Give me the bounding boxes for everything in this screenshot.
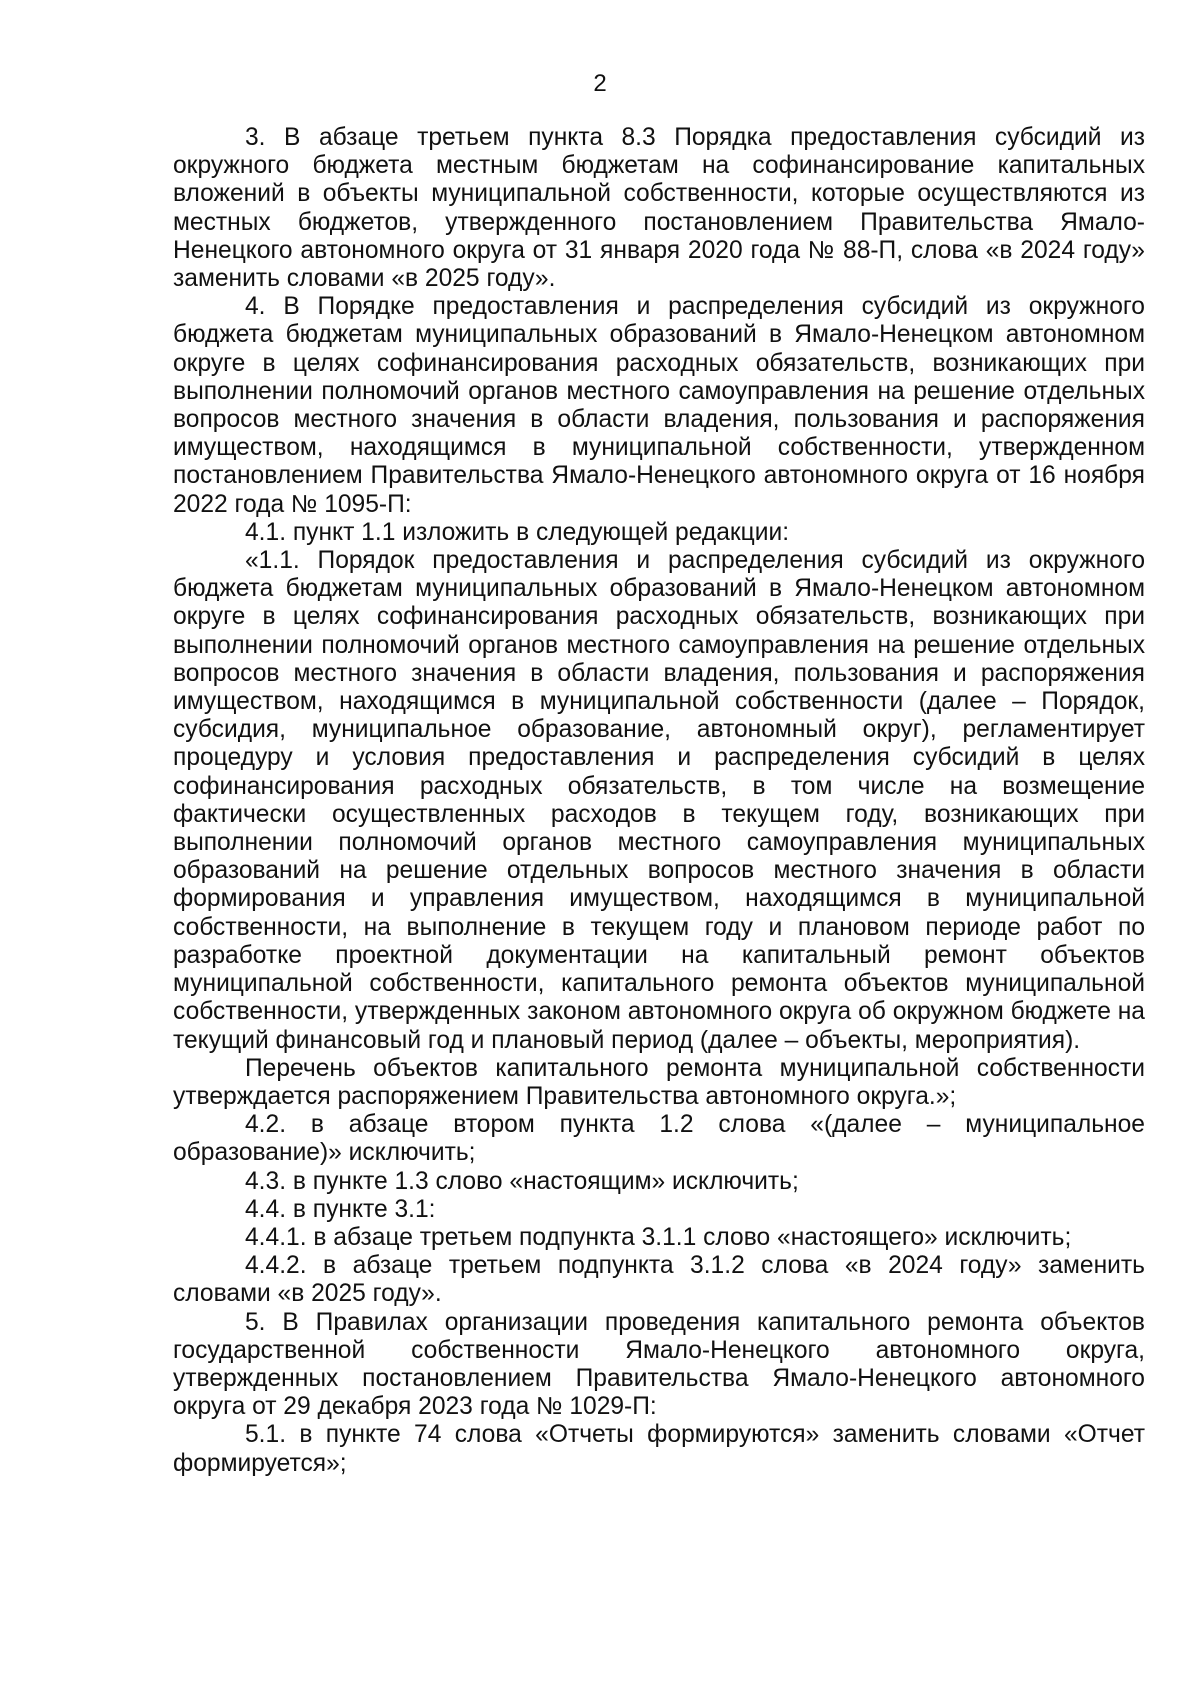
paragraph-4: 4. В Порядке предоставления и распределения субсидий из окружного бюджета бюджетам муниципальных образований в Ямало-Ненецком автономном округе в целях софинансирования расходных обязательств, возникающих при выполнении полномочий органов местного самоуправления на решение отдельных вопросов местного значения в области владения, пользования и распоряжения имуществом, находящимся в муниципальной собственности, утвержденном постановлением Правительства Ямало-Ненецкого автономного округа от 16 ноября 2022 года № 1095-П: [173, 293, 1145, 518]
paragraph-4-1: 4.1. пункт 1.1 изложить в следующей редакции: [245, 518, 790, 546]
paragraph-4-4-2: 4.4.2. в абзаце третьем подпункта 3.1.2 слова «в 2024 году» заменить словами «в 2025 году». [173, 1252, 1145, 1308]
paragraph-5: 5. В Правилах организации проведения капитального ремонта объектов государственной собственности Ямало-Ненецкого автономного округа, утвержденных постановлением Правительства Ямало-Ненецкого автономного округа от 29 декабря 2023 года № 1029-П: [173, 1308, 1145, 1421]
paragraph-1-1-quote: «1.1. Порядок предоставления и распределения субсидий из окружного бюджета бюджетам муниципальных образований в Ямало-Ненецком автономном округе в целях софинансирования расходных обязательств, возникающих при выполнении полномочий органов местного самоуправления на решение отдельных вопросов местного значения в области владения, пользования и распоряжения имуществом, находящимся в муниципальной собственности (далее – Порядок, субсидия, муниципальное образование, автономный округ), регламентирует процедуру и условия предоставления и распределения субсидий в целях софинансирования расходных обязательств, в том числе на возмещение фактически осуществленных расходов в текущем году, возникающих при выполнении полномочий органов местного самоуправления муниципальных образований на решение отдельных вопросов местного значения в области формирования и управления имуществом, находящимся в муниципальной собственности, на выполнение в текущем году и плановом периоде работ по разработке проектной документации на капитальный ремонт объектов муниципальной собственности, капитального ремонта объектов муниципальной собственности, утвержденных законом автономного округа об окружном бюджете на текущий финансовый год и плановый период (далее – объекты, мероприятия). [173, 547, 1145, 1054]
document-body [173, 124, 1145, 1478]
paragraph-object-list: Перечень объектов капитального ремонта муниципальной собственности утверждается распоряжением Правительства автономного округа.»; [173, 1054, 1145, 1110]
paragraph-4-4-1: 4.4.1. в абзаце третьем подпункта 3.1.1 слово «настоящего» исключить; [245, 1223, 1072, 1251]
paragraph-4-3: 4.3. в пункте 1.3 слово «настоящим» исключить; [245, 1167, 799, 1195]
paragraph-3: 3. В абзаце третьем пункта 8.3 Порядка предоставления субсидий из окружного бюджета местным бюджетам на софинансирование капитальных вложений в объекты муниципальной собственности, которые осуществляются из местных бюджетов, утвержденного постановлением Правительства Ямало-Ненецкого автономного округа от 31 января 2020 года № 88-П, слова «в 2024 году» заменить словами «в 2025 году». [173, 124, 1145, 293]
paragraph-4-2: 4.2. в абзаце втором пункта 1.2 слова «(далее – муниципальное образование)» исключить; [173, 1111, 1145, 1167]
paragraph-4-4: 4.4. в пункте 3.1: [245, 1195, 436, 1223]
page-number: 2 [593, 70, 607, 97]
paragraph-5-1: 5.1. в пункте 74 слова «Отчеты формируются» заменить словами «Отчет формируется»; [173, 1421, 1145, 1477]
